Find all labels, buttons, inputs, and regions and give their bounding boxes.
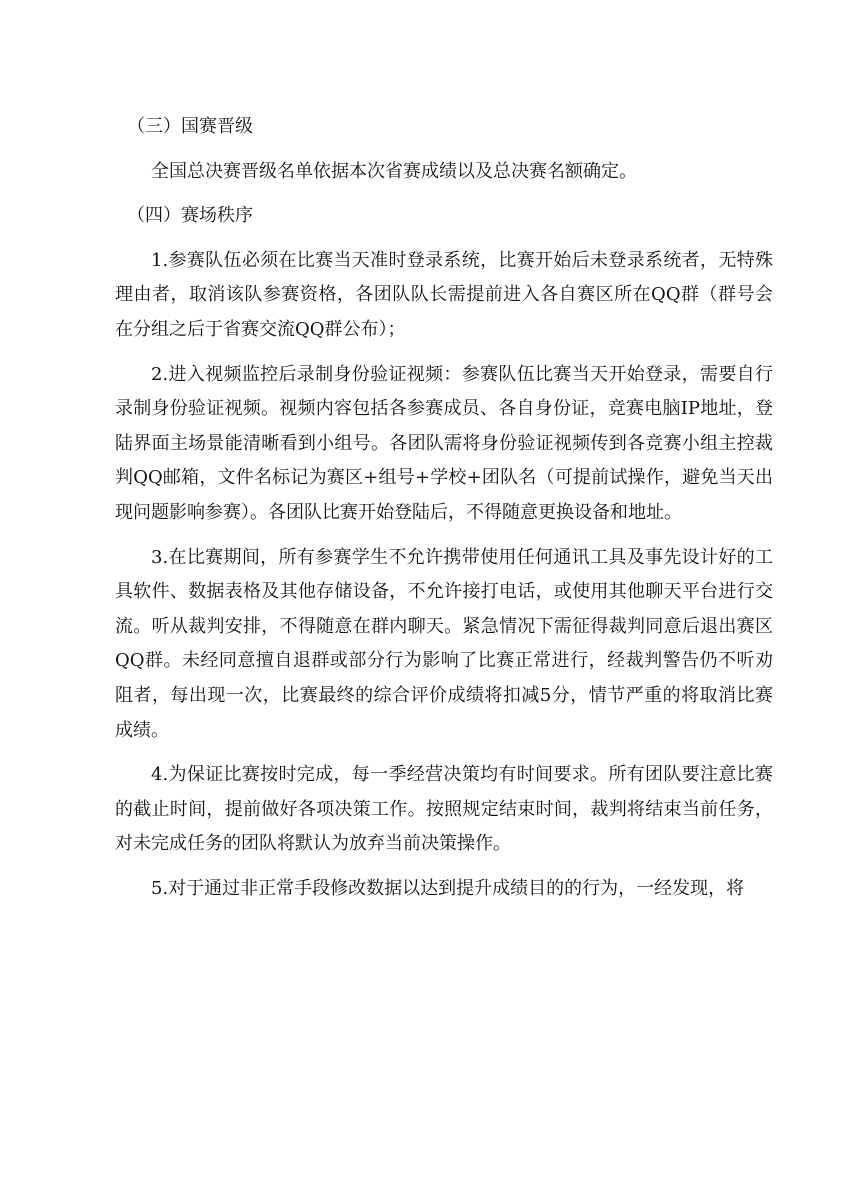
section-heading-order: （四）赛场秩序 [127,205,253,227]
rule-paragraph-1: 1.参赛队伍必须在比赛当天准时登录系统，比赛开始后未登录系统者，无特殊理由者，取消该队参赛资格，各团队队长需提前进入各自赛区所在QQ群（群号会在分组之后于省赛交流QQ群公布）； [115,249,773,340]
rule-paragraph-2: 2.进入视频监控后录制身份验证视频：参赛队伍比赛当天开始登录，需要自行录制身份验证视频。视频内容包括各参赛成员、各自身份证，竞赛电脑IP地址，登陆界面主场景能清晰看到小组号。各团队需将身份验证视频传到各竞赛小组主控裁判QQ邮箱，文件名标记为赛区+组号+学校+团队名（可提前试操作，避免当天出现问题影响参赛）。各团队比赛开始登陆后，不得随意更换设备和地址。 [115,363,773,523]
document-page [115,110,773,906]
rule-paragraph-4: 4.为保证比赛按时完成，每一季经营决策均有时间要求。所有团队要注意比赛的截止时间，提前做好各项决策工作。按照规定结束时间，裁判将结束当前任务，对未完成任务的团队将默认为放弃当前决策操作。 [115,764,773,855]
rule-paragraph-5: 5.对于通过非正常手段修改数据以达到提升成绩目的的行为，一经发现，将 [151,877,745,899]
promotion-paragraph: 全国总决赛晋级名单依据本次省赛成绩以及总决赛名额确定。 [151,160,637,182]
rule-paragraph-3: 3.在比赛期间，所有参赛学生不允许携带使用任何通讯工具及事先设计好的工具软件、数据表格及其他存储设备，不允许接打电话，或使用其他聊天平台进行交流。听从裁判安排，不得随意在群内聊天。紧急情况下需征得裁判同意后退出赛区QQ群。未经同意擅自退群或部分行为影响了比赛正常进行，经裁判警告仍不听劝阻者，每出现一次，比赛最终的综合评价成绩将扣减5分，情节严重的将取消比赛成绩。 [115,546,773,741]
section-heading-promotion: （三）国赛晋级 [127,116,253,137]
